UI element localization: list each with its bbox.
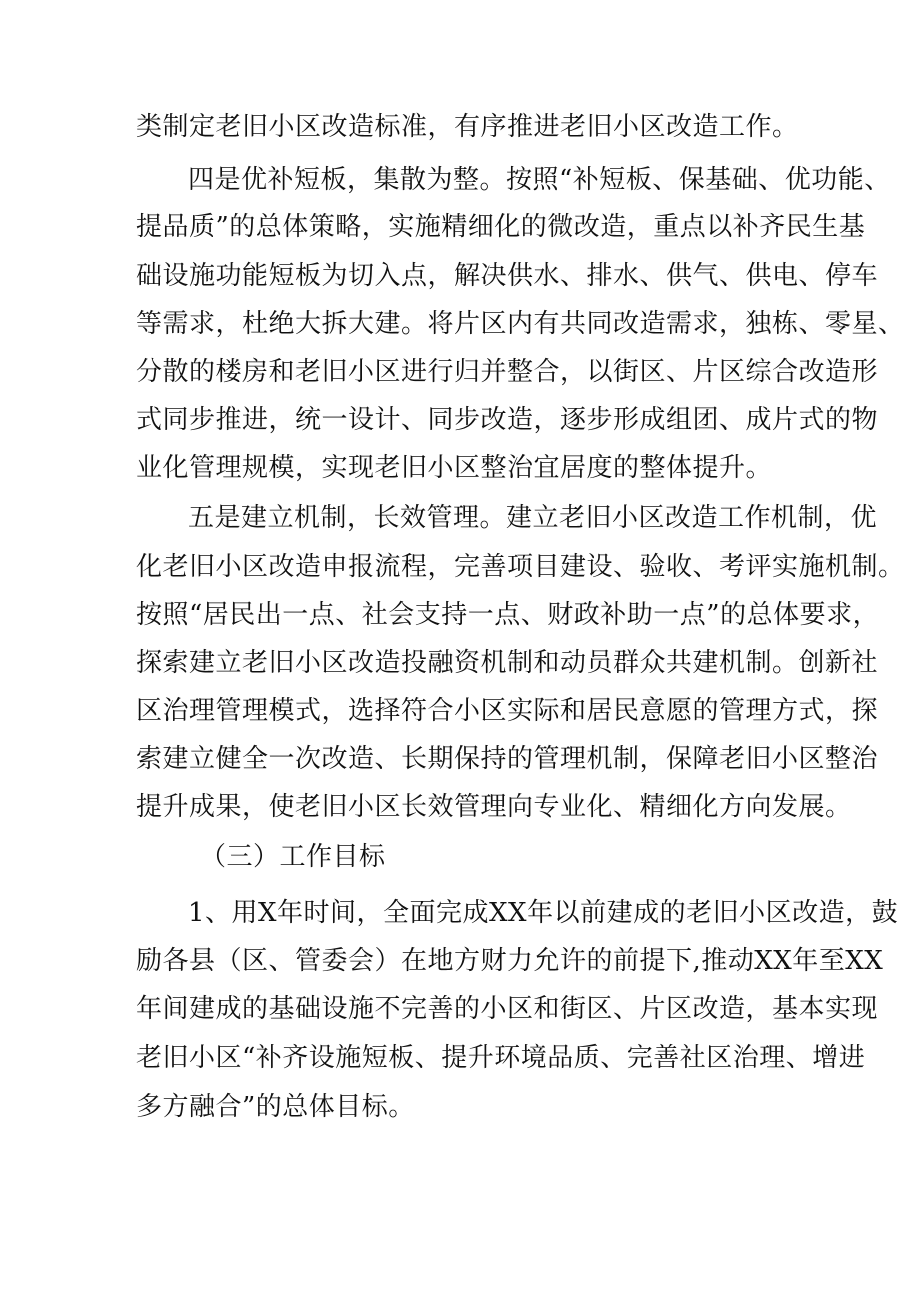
text-line-8: 业化管理规模，实现老旧小区整治宜居度的整体提升。 [136, 453, 773, 483]
text-line-12: 探索建立老旧小区改造投融资机制和动员群众共建机制。创新社 [136, 648, 879, 678]
text-line-14: 索建立健全一次改造、长期保持的管理机制，保障老旧小区整治 [136, 744, 879, 774]
text-line-5: 等需求，杜绝大拆大建。将片区内有共同改造需求，独栋、零星、 [136, 309, 905, 339]
text-line-6: 分散的楼房和老旧小区进行归并整合，以街区、片区综合改造形 [136, 357, 879, 387]
text-line-10: 化老旧小区改造申报流程，完善项目建设、验收、考评实施机制。 [136, 552, 905, 582]
text-line-17: 1、用X年时间，全面完成XX年以前建成的老旧小区改造，鼓 [188, 898, 899, 928]
text-line-11: 按照“居民出一点、社会支持一点、财政补助一点”的总体要求， [136, 600, 880, 630]
text-line-2: 四是优补短板，集散为整。按照“补短板、保基础、优功能、 [188, 165, 891, 195]
text-line-9: 五是建立机制，长效管理。建立老旧小区改造工作机制，优 [188, 503, 878, 533]
text-line-18: 励各县（区、管委会）在地方财力允许的前提下,推动XX年至XX [136, 946, 884, 976]
section-heading: （三）工作目标 [200, 842, 386, 872]
text-line-7: 式同步推进，统一设计、同步改造，逐步形成组团、成片式的物 [136, 405, 879, 435]
text-line-3: 提品质”的总体策略，实施精细化的微改造，重点以补齐民生基 [136, 212, 866, 242]
text-line-4: 础设施功能短板为切入点，解决供水、排水、供气、供电、停车 [136, 261, 879, 291]
text-line-13: 区治理管理模式，选择符合小区实际和居民意愿的管理方式，探 [136, 696, 879, 726]
text-line-20: 老旧小区“补齐设施短板、提升环境品质、完善社区治理、增进 [136, 1043, 866, 1073]
text-line-19: 年间建成的基础设施不完善的小区和街区、片区改造，基本实现 [136, 994, 879, 1024]
text-line-15: 提升成果，使老旧小区长效管理向专业化、精细化方向发展。 [136, 792, 852, 822]
text-line-1: 类制定老旧小区改造标准，有序推进老旧小区改造工作。 [136, 112, 799, 142]
text-line-21: 多方融合”的总体目标。 [136, 1092, 415, 1122]
